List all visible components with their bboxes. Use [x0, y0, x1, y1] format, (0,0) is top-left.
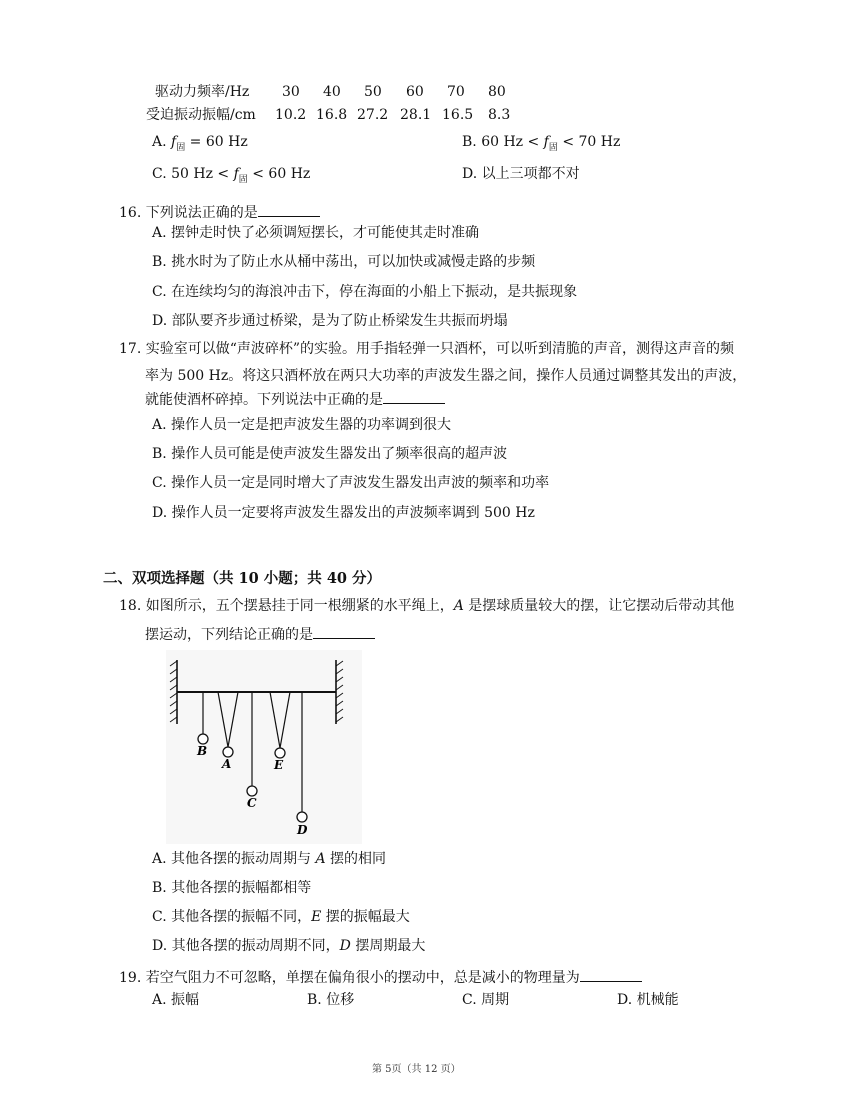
answer-blank[interactable] — [313, 624, 375, 639]
section-heading: 二、双项选择题（共 10 小题；共 40 分） — [103, 570, 382, 587]
q19-option-b[interactable]: B. 位移 — [307, 992, 355, 1008]
amp-value: 28.1 — [400, 107, 432, 123]
label-b: B — [197, 744, 208, 758]
option-text: A. 其他各摆的振动周期与 — [152, 851, 316, 867]
option-text: 摆的振幅最大 — [321, 909, 410, 925]
option-letter: A. — [152, 134, 172, 150]
q17-option-b[interactable]: B. 操作人员可能是使声波发生器发出了频率很高的超声波 — [152, 446, 508, 462]
freq-symbol: f — [171, 134, 177, 150]
question-text: 就能使酒杯碎掉。下列说法中正确的是 — [145, 392, 383, 408]
q15-option-c[interactable] — [152, 165, 310, 189]
q18-option-c[interactable] — [152, 908, 410, 926]
option-text: < 60 Hz — [247, 166, 311, 182]
freq-symbol: f — [543, 134, 549, 150]
q19-option-a[interactable]: A. 振幅 — [152, 992, 200, 1008]
question-text: 摆运动，下列结论正确的是 — [145, 627, 313, 643]
pendulum-e-bob — [275, 748, 285, 758]
freq-value: 50 — [364, 84, 382, 100]
amp-row-label: 受迫振动振幅/cm — [146, 107, 256, 123]
option-text: B. 60 Hz < — [462, 134, 544, 150]
q16-stem — [119, 202, 320, 222]
q17-option-c[interactable]: C. 操作人员一定是同时增大了声波发生器发出声波的频率和功率 — [152, 475, 550, 491]
q18-option-b[interactable]: B. 其他各摆的振幅都相等 — [152, 880, 312, 896]
variable: A — [315, 851, 326, 867]
option-text: 摆周期最大 — [350, 938, 426, 954]
amp-value: 10.2 — [275, 107, 307, 123]
q15-option-a[interactable] — [152, 133, 248, 157]
q18-stem-line1 — [119, 597, 734, 615]
q19-stem — [119, 967, 642, 987]
option-text: 摆的相同 — [325, 851, 387, 867]
freq-value: 80 — [488, 84, 506, 100]
q17-stem-line2: 率为 500 Hz。将这只酒杯放在两只大功率的声波发生器之间，操作人员通过调整其发出的声波， — [145, 368, 747, 384]
label-d: D — [297, 823, 308, 837]
amp-value: 16.5 — [442, 107, 474, 123]
q19-option-d[interactable]: D. 机械能 — [617, 992, 679, 1008]
answer-blank[interactable] — [383, 389, 445, 404]
q18-option-a[interactable] — [152, 850, 386, 868]
q17-stem-line3 — [145, 389, 445, 409]
q17-option-a[interactable]: A. 操作人员一定是把声波发生器的功率调到很大 — [152, 417, 452, 433]
freq-value: 60 — [406, 84, 424, 100]
pendulum-c-bob — [247, 786, 257, 796]
question-text: 18. 如图所示，五个摆悬挂于同一根绷紧的水平绳上， — [119, 598, 454, 614]
option-text: = 60 Hz — [185, 134, 248, 150]
freq-value: 30 — [282, 84, 300, 100]
pendulum-b-bob — [198, 734, 208, 744]
question-text: 16. 下列说法正确的是 — [119, 205, 258, 221]
q18-stem-line2 — [145, 624, 375, 644]
option-text: D. 其他各摆的振动周期不同， — [152, 938, 340, 954]
freq-row-label: 驱动力频率/Hz — [155, 84, 250, 100]
page-footer: 第 5页（共 12 页） — [372, 1064, 461, 1075]
variable: E — [311, 909, 322, 925]
q16-option-b[interactable]: B. 挑水时为了防止水从桶中荡出，可以加快或减慢走路的步频 — [152, 254, 536, 270]
q16-option-a[interactable]: A. 摆钟走时快了必须调短摆长，才可能使其走时准确 — [152, 225, 480, 241]
q16-option-d[interactable]: D. 部队要齐步通过桥梁，是为了防止桥梁发生共振而坍塌 — [152, 313, 508, 329]
q19-option-c[interactable]: C. 周期 — [462, 992, 510, 1008]
option-text: C. 50 Hz < — [152, 166, 234, 182]
pendulum-figure — [166, 650, 362, 844]
q15-option-b[interactable] — [462, 133, 620, 157]
freq-subscript: 固 — [238, 174, 248, 185]
amp-value: 8.3 — [488, 107, 511, 123]
freq-symbol: f — [233, 166, 239, 182]
amp-value: 27.2 — [357, 107, 389, 123]
q16-option-c[interactable]: C. 在连续均匀的海浪冲击下，停在海面的小船上下振动，是共振现象 — [152, 284, 578, 300]
variable: A — [453, 598, 464, 614]
answer-blank[interactable] — [580, 967, 642, 982]
variable: D — [339, 938, 351, 954]
q18-option-d[interactable] — [152, 937, 425, 955]
freq-subscript: 固 — [548, 142, 558, 153]
freq-value: 70 — [447, 84, 465, 100]
amp-value: 16.8 — [316, 107, 348, 123]
answer-blank[interactable] — [258, 202, 320, 217]
freq-subscript: 固 — [176, 142, 186, 153]
pendulum-d-bob — [297, 812, 307, 822]
q17-stem-line1: 17. 实验室可以做“声波碎杯”的实验。用手指轻弹一只酒杯，可以听到清脆的声音，测得这声音的频 — [119, 341, 735, 357]
pendulum-a-bob — [223, 747, 233, 757]
q15-option-d[interactable]: D. 以上三项都不对 — [462, 166, 580, 182]
freq-value: 40 — [323, 84, 341, 100]
question-text: 是摆球质量较大的摆，让它摆动后带动其他 — [463, 598, 735, 614]
option-text: C. 其他各摆的振幅不同， — [152, 909, 312, 925]
question-text: 19. 若空气阻力不可忽略，单摆在偏角很小的摆动中，总是减小的物理量为 — [119, 970, 580, 986]
q17-option-d[interactable]: D. 操作人员一定要将声波发生器发出的声波频率调到 500 Hz — [152, 505, 535, 521]
label-a: A — [222, 757, 232, 771]
label-e: E — [274, 758, 284, 772]
label-c: C — [247, 796, 257, 810]
option-text: < 70 Hz — [557, 134, 621, 150]
